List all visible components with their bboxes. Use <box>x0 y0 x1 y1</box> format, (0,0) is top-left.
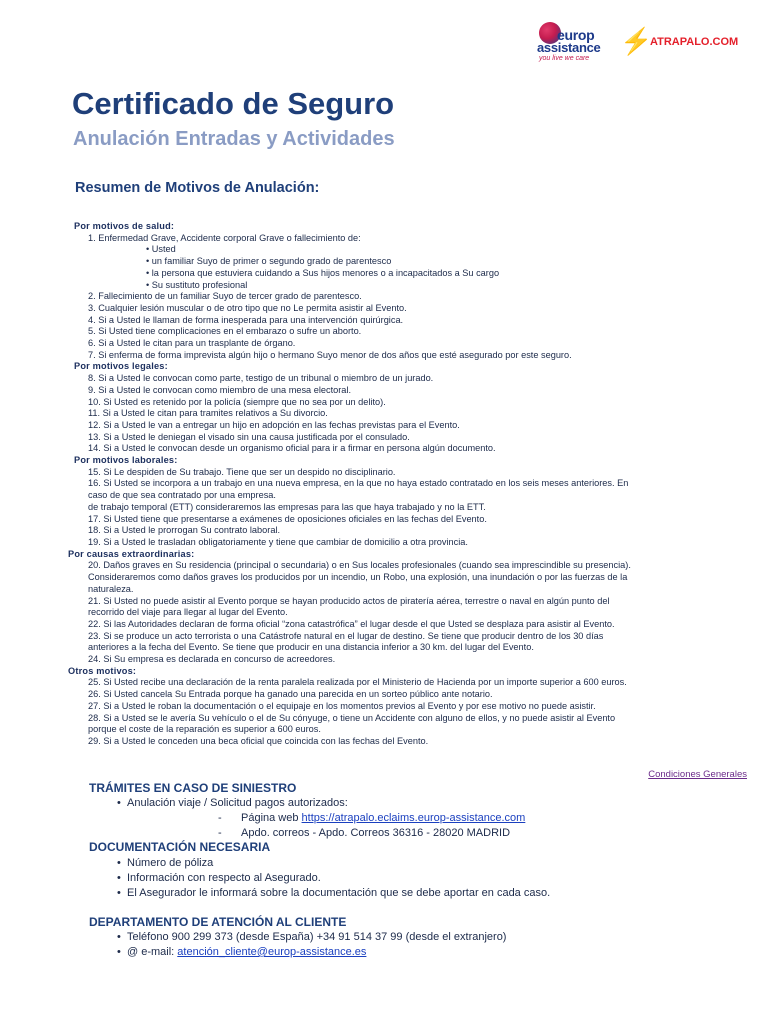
bullet-icon: • <box>117 887 121 899</box>
reason-item: porque el coste de la reparación es superior a 600 euros. <box>88 724 321 735</box>
claims-item <box>117 797 348 809</box>
email-line <box>117 946 366 958</box>
atrapalo-logo <box>620 26 760 58</box>
bullet-icon: • <box>117 931 121 943</box>
reason-section-heading: Por motivos legales: <box>74 361 168 372</box>
reason-item: 17. Si Usted tiene que presentarse a exámenes de oposiciones oficiales en las fechas del Evento. <box>88 513 487 524</box>
reason-item: 5. Si Usted tiene complicaciones en el embarazo o sufre un aborto. <box>88 326 362 337</box>
documentation-heading: DOCUMENTACIÓN NECESARIA <box>89 840 271 854</box>
summary-heading: Resumen de Motivos de Anulación: <box>75 180 320 196</box>
europ-logo-line1: europ <box>557 27 595 43</box>
web-label: Página web <box>241 812 302 824</box>
reason-item: 2. Fallecimiento de un familiar Suyo de tercer grado de parentesco. <box>88 291 362 302</box>
reason-item: 23. Si se produce un acto terrorista o una Catástrofe natural en el lugar de destino. Se tiene que producir dentro de los 30 días <box>88 630 604 641</box>
customer-email-link[interactable]: atención_cliente@europ-assistance.es <box>177 946 367 958</box>
atrapalo-figure-icon: ⚡ <box>620 26 653 56</box>
reason-item: 4. Si a Usted le llaman de forma inesperada para una intervención quirúrgica. <box>88 314 404 325</box>
documentation-item-text: Información con respecto al Asegurado. <box>127 872 321 884</box>
bullet-icon: • <box>117 857 121 869</box>
customer-service-heading: DEPARTAMENTO DE ATENCIÓN AL CLIENTE <box>89 915 347 929</box>
reason-item: 12. Si a Usted le van a entregar un hijo en adopción en las fechas previstas para el Evento. <box>88 419 460 430</box>
reason-item: 15. Si Le despiden de Su trabajo. Tiene que ser un despido no disciplinario. <box>88 466 396 477</box>
page-subtitle: Anulación Entradas y Actividades <box>73 128 395 150</box>
apdo-line <box>218 827 510 839</box>
apdo-text: Apdo. correos - Apdo. Correos 36316 - 28020 MADRID <box>241 827 511 839</box>
reason-item: 27. Si a Usted le roban la documentación o el equipaje en los momentos previos al Evento y por ese motivo no puede asistir. <box>88 700 596 711</box>
reason-item: 25. Si Usted recibe una declaración de la renta paralela realizada por el Ministerio de Hacienda por un importe superior a 600 euros. <box>88 677 627 688</box>
reason-item: 10. Si Usted es retenido por la policía (siempre que no sea por un delito). <box>88 396 386 407</box>
reason-item: Consideraremos como daños graves los producidos por un incendio, un Robo, una explosión, una inundación o por las fuerzas de la <box>88 572 628 583</box>
general-conditions-link[interactable]: Condiciones Generales <box>648 769 747 780</box>
reason-item: de trabajo temporal (ETT) consideraremos las empresas para las que haya trabajado y no la ETT. <box>88 501 486 512</box>
reason-item: naturaleza. <box>88 583 134 594</box>
reason-item: 11. Si a Usted le citan para tramites relativos a Su divorcio. <box>88 408 328 419</box>
reason-item: 14. Si a Usted le convocan desde un organismo oficial para ir a firmar en persona algún documento. <box>88 443 496 454</box>
reason-item: 24. Si Su empresa es declarada en concurso de acreedores. <box>88 654 336 665</box>
europ-logo-line2: assistance <box>537 40 601 55</box>
reason-subitem: • un familiar Suyo de primer o segundo grado de parentesco <box>146 256 392 267</box>
reason-item: 19. Si a Usted le trasladan obligatoriamente y tiene que cambiar de domicilio a otra provincia. <box>88 536 468 547</box>
bullet-icon: • <box>117 872 121 884</box>
reason-item: 18. Si a Usted le prorrogan Su contrato laboral. <box>88 525 281 536</box>
reason-item: 1. Enfermedad Grave, Accidente corporal Grave o fallecimiento de: <box>88 232 361 243</box>
web-line <box>218 812 525 824</box>
reason-section-heading: Por motivos de salud: <box>74 221 175 231</box>
dash-icon: - <box>218 812 222 824</box>
reason-item: 7. Si enferma de forma imprevista algún hijo o hermano Suyo menor de dos años que esté asegurado por este seguro. <box>88 349 572 360</box>
reason-section-heading: Por causas extraordinarias: <box>68 548 195 559</box>
documentation-item <box>117 872 321 884</box>
reason-subitem: • la persona que estuviera cuidando a Sus hijos menores o a incapacitados a Su cargo <box>146 267 500 278</box>
europ-logo-tagline: you live we care <box>539 55 590 62</box>
bullet-icon: • <box>117 797 121 809</box>
documentation-item <box>117 887 550 899</box>
claims-item-text: Anulación viaje / Solicitud pagos autorizados: <box>127 797 348 809</box>
cancellation-reasons-list <box>68 221 708 748</box>
reason-section-heading: Otros motivos: <box>68 665 137 676</box>
phone-text: Teléfono 900 299 373 (desde España) +34 91 514 37 99 (desde el extranjero) <box>127 931 507 943</box>
reason-subitem: • Usted <box>146 244 176 255</box>
reason-section-heading: Por motivos laborales: <box>74 455 178 466</box>
bullet-icon: • <box>117 946 121 958</box>
reason-item: 3. Cualquier lesión muscular o de otro tipo que no Le permita asistir al Evento. <box>88 302 407 313</box>
header-logos <box>535 20 760 70</box>
atrapalo-logo-text: ATRAPALO.COM <box>650 36 739 48</box>
reason-item: caso de que sea contratado por una empresa. <box>88 490 276 501</box>
reason-item: 16. Si Usted se incorpora a un trabajo en una nueva empresa, en la que no haya estado contratado en los seis meses anteriores. En <box>88 478 629 489</box>
documentation-item-text: Número de póliza <box>127 857 214 869</box>
claims-procedure-heading: TRÁMITES EN CASO DE SINIESTRO <box>89 781 297 795</box>
reason-item: recorrido del viaje para llegar al lugar del Evento. <box>88 607 288 618</box>
reason-subitem: • Su sustituto profesional <box>146 279 248 290</box>
reason-item: 21. Si Usted no puede asistir al Evento porque se hayan producido actos de piratería aérea, terrestre o naval en algún punto del <box>88 595 610 606</box>
reason-item: 9. Si a Usted le convocan como miembro de una mesa electoral. <box>88 384 351 395</box>
reason-item: 13. Si a Usted le deniegan el visado sin una causa justificada por el consulado. <box>88 431 410 442</box>
reason-item: 6. Si a Usted le citan para un trasplante de órgano. <box>88 338 296 349</box>
page-title: Certificado de Seguro <box>72 86 395 121</box>
reason-item: 8. Si a Usted le convocan como parte, testigo de un tribunal o miembro de un jurado. <box>88 373 434 384</box>
reason-item: anteriores a la fecha del Evento. Se tiene que producir en una distancia inferior a 30 km. del lugar del Evento. <box>88 642 534 653</box>
europ-assistance-logo <box>535 20 615 66</box>
reason-item: 29. Si a Usted le conceden una beca oficial que coincida con las fechas del Evento. <box>88 735 429 746</box>
reason-item: 26. Si Usted cancela Su Entrada porque ha ganado una parecida en un sorteo público ante notario. <box>88 689 493 700</box>
email-label: @ e-mail: <box>127 946 178 958</box>
reason-item: 22. Si las Autoridades declaran de forma oficial “zona catastrófica” el lugar desde el que Usted se desplaza para asistir al Evento. <box>88 618 615 629</box>
dash-icon: - <box>218 827 222 839</box>
claims-web-link[interactable]: https://atrapalo.eclaims.europ-assistance.com <box>301 812 526 824</box>
reason-item: 28. Si a Usted se le avería Su vehículo o el de Su cónyuge, o tiene un Accidente con alguno de ellos, y no puede asistir al Evento <box>88 712 616 723</box>
reason-item: 20. Daños graves en Su residencia (principal o secundaria) o en Sus locales profesionales (cuando sea imprescindible su presencia). <box>88 560 631 571</box>
phone-line <box>117 931 506 943</box>
documentation-item <box>117 857 213 869</box>
documentation-item-text: El Asegurador le informará sobre la documentación que se debe aportar en cada caso. <box>127 887 551 899</box>
